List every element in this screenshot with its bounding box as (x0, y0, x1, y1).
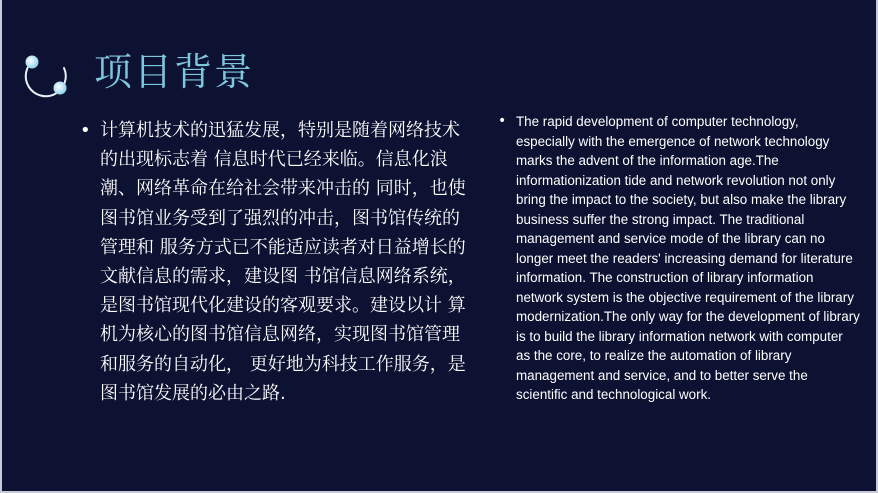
english-paragraph: The rapid development of computer technology, especially with the emergence of network technology marks the advent of the information age.The informationization tide and network revolution not only bring the impact to the society, but also make the library business suffer the strong impact. The traditional management and service mode of the library can no longer meet the readers' increasing demand for literature information. The construction of library information network system is the objective requirement of the library modernization.The only way for the development of library is to build the library information network with computer as the core, to realize the automation of library management and service, and to better serve the scientific and technological work. (516, 114, 860, 402)
page-title: 项目背景 (94, 50, 255, 94)
list-item (498, 112, 860, 405)
chinese-paragraph-block (80, 116, 472, 408)
bullet-icon: • (80, 120, 91, 141)
circle-orbit-icon-graphic (20, 50, 72, 100)
list-item (80, 116, 472, 408)
circle-orbit-icon (20, 50, 72, 100)
bullet-icon: • (498, 113, 507, 129)
english-paragraph-block (498, 112, 860, 405)
chinese-paragraph: 计算机技术的迅猛发展，特别是随着网络技术的出现标志着 信息时代已经来临。信息化浪潮、网络革命在给社会带来冲击的 同时，也使图书馆业务受到了强烈的冲击，图书馆传统的管理和 服务方式已不能适应读者对日益增长的文献信息的需求，建设图 书馆信息网络系统，是图书馆现代化建设的客观要求。建设以计 算机为核心的图书馆信息网络，实现图书馆管理和服务的自动化， 更好地为科技工作服务，是图书馆发展的必由之路. (100, 120, 466, 404)
